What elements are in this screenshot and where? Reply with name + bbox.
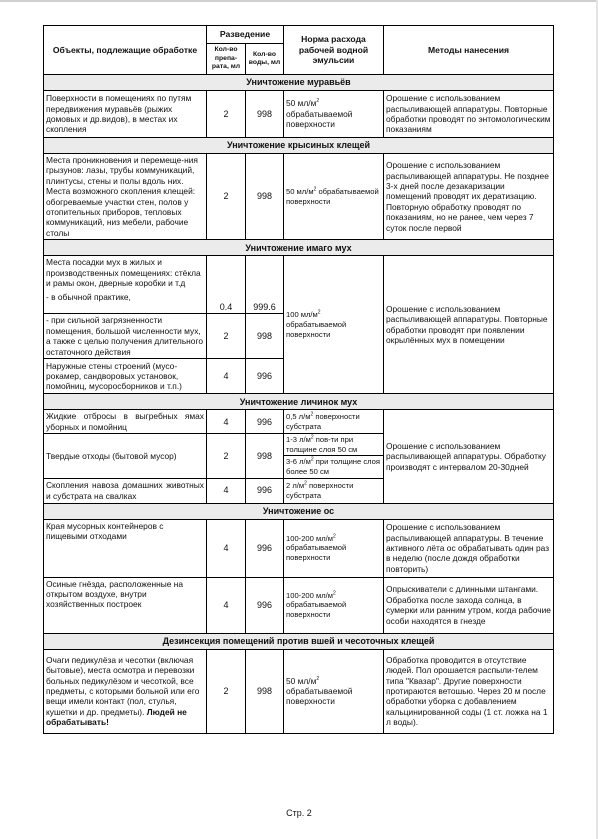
water-qty-cell: 998 bbox=[246, 154, 284, 240]
norm-sup: 2 bbox=[310, 456, 314, 463]
norm-cell bbox=[284, 256, 384, 394]
section-title: Уничтожение муравьёв bbox=[44, 75, 554, 91]
water-qty-cell: 996 bbox=[246, 359, 284, 394]
prep-qty-cell: 2 bbox=[207, 649, 246, 733]
section-title: Уничтожение имаго мух bbox=[44, 240, 554, 256]
norm-cell bbox=[284, 577, 384, 633]
norm-text: 0,5 л/м bbox=[286, 412, 311, 422]
norm-sup: 2 bbox=[316, 675, 320, 682]
section-ants bbox=[44, 75, 554, 91]
norm-text: 50 мл/м bbox=[286, 98, 317, 109]
norm-text: 100 мл/м bbox=[286, 310, 318, 320]
object-cell bbox=[44, 256, 207, 314]
prep-qty-cell: 2 bbox=[207, 434, 246, 478]
norm-text: обрабатываемой поверхности bbox=[286, 108, 353, 130]
section-flies bbox=[44, 240, 554, 256]
water-qty-cell: 999.6 bbox=[246, 256, 284, 314]
prep-qty-cell: 2 bbox=[207, 91, 246, 138]
prep-qty-cell: 2 bbox=[207, 154, 246, 240]
object-text: - в обычной практике, bbox=[46, 292, 131, 303]
page-top-edge bbox=[0, 0, 598, 2]
norm-text: поверхности субстрата bbox=[286, 481, 354, 500]
section-title: Дезинсекция помещений против вшей и чесоточных клещей bbox=[44, 633, 554, 649]
section-wasps bbox=[44, 503, 554, 519]
object-cell: Наружные стены строений (мусо-рокамер, сандворовых установок, помойниц, мусоросборников и т.п.) bbox=[44, 359, 207, 394]
norm-cell bbox=[284, 478, 384, 503]
object-cell bbox=[44, 649, 207, 733]
header-methods: Методы нанесения bbox=[384, 26, 554, 75]
header-water-qty: Кол-во воды, мл bbox=[246, 44, 284, 75]
norm-sup: 2 bbox=[316, 98, 320, 105]
norm-text: 1-3 л/м bbox=[286, 435, 311, 445]
table-row bbox=[44, 519, 554, 577]
table-row bbox=[44, 577, 554, 633]
water-qty-cell: 996 bbox=[246, 519, 284, 577]
norm-text: 50 мл/м bbox=[286, 187, 314, 197]
norm-sup: 2 bbox=[317, 309, 321, 316]
norm-cell bbox=[284, 519, 384, 577]
water-qty-cell: 996 bbox=[246, 410, 284, 434]
prep-qty-cell: 2 bbox=[207, 314, 246, 359]
header-norm: Норма расхода рабочей водной эмульсии bbox=[284, 26, 384, 75]
norm-sup: 2 bbox=[313, 186, 317, 193]
disinsection-table bbox=[43, 25, 554, 734]
method-cell: Орошение с использованием распыливающей аппаратуры. Повторные обработки проводят при появлении окрылённых мух в помещении bbox=[384, 256, 554, 394]
object-text: Места посадки мух в жилых и производственных помещениях: стёкла и рамы окон, дверные коробки и т.д bbox=[46, 257, 201, 289]
water-qty-cell: 998 bbox=[246, 314, 284, 359]
water-qty-cell: 998 bbox=[246, 649, 284, 733]
norm-text: обрабатываемой поверхности bbox=[286, 685, 353, 707]
norm-cell bbox=[284, 154, 384, 240]
norm-text: при толщине слоя более 50 см bbox=[286, 457, 380, 477]
header-objects: Объекты, подлежащие обработке bbox=[44, 26, 207, 75]
norm-text: обрабатываемой поверхности bbox=[286, 600, 347, 619]
table-row bbox=[44, 91, 554, 138]
method-cell: Обработка проводится в отсутствие людей. Пол орошается распыли-телем типа "Квазар". Другие поверхности протираются ветошью. Через 20 м после обработки уборка с добавлением кальцинированной соды (1 ст. ложка на 1 л воды). bbox=[384, 649, 554, 733]
norm-text: 100-200 мл/м bbox=[286, 590, 333, 600]
norm-text: поверхности субстрата bbox=[286, 412, 360, 431]
prep-qty-cell: 0.4 bbox=[207, 256, 246, 314]
section-ticks bbox=[44, 138, 554, 154]
section-title: Уничтожение личинок мух bbox=[44, 394, 554, 410]
water-qty-cell: 996 bbox=[246, 478, 284, 503]
norm-text: обрабатываемой поверхности bbox=[286, 543, 347, 562]
method-cell: Орошение с использованием распыливающей аппаратуры. Не позднее 3-х дней после дезакаризации помещений проводят их дератизацию. Повторную обработку проводят по показаниям, но не ранее, чем через 7 суток после первой bbox=[384, 154, 554, 240]
table-row bbox=[44, 410, 554, 434]
norm-cell bbox=[284, 434, 384, 456]
norm-text: пов-ти при толщине слоя 50 см bbox=[286, 435, 358, 454]
warning-text: Людей не обрабатывать! bbox=[46, 706, 187, 728]
norm-text: обрабатываемой поверхности bbox=[286, 319, 347, 339]
object-cell: - при сильной загрязненности помещения, большой численности мух, а также с целью получения длительного остаточного действия bbox=[44, 314, 207, 359]
object-cell: Осиные гнёзда, расположенные на открытом воздухе, внутри хозяйственных построек bbox=[44, 577, 207, 633]
norm-sup: 2 bbox=[304, 480, 307, 487]
section-title: Уничтожение крысиных клещей bbox=[44, 138, 554, 154]
section-lice bbox=[44, 633, 554, 649]
object-cell: Поверхности в помещениях по путям передвижения муравьёв (рыжих домовых и др.видов), в местах их скопления bbox=[44, 91, 207, 138]
header-prep-qty: Кол-во препа-рата, мл bbox=[207, 44, 246, 75]
norm-cell bbox=[284, 91, 384, 138]
header-dilution: Разведение bbox=[207, 26, 284, 44]
table-row bbox=[44, 256, 554, 314]
section-title: Уничтожение ос bbox=[44, 503, 554, 519]
norm-cell bbox=[284, 456, 384, 478]
prep-qty-cell: 4 bbox=[207, 519, 246, 577]
object-cell: Места проникновения и перемеще-ния грызунов: лазы, трубы коммуникаций, плинтусы, стены и полы вдоль них. Места возможного скопления клещей: обогреваемые участки стен, полов у отопительных приборов, тепловых коммуникаций, низ мебели, рабочие столы bbox=[44, 154, 207, 240]
norm-text: 50 мл/м bbox=[286, 675, 317, 686]
water-qty-cell: 996 bbox=[246, 577, 284, 633]
table-row bbox=[44, 649, 554, 733]
object-cell: Края мусорных контейнеров с пищевыми отходами bbox=[44, 519, 207, 577]
prep-qty-cell: 4 bbox=[207, 478, 246, 503]
water-qty-cell: 998 bbox=[246, 91, 284, 138]
norm-sup: 2 bbox=[332, 590, 336, 597]
norm-cell bbox=[284, 649, 384, 733]
method-cell: Орошение с использованием распыливающей аппаратуры. Обработку производят с интервалом 20-30дней bbox=[384, 410, 554, 503]
method-cell: Орошение с использованием распыливающей аппаратуры. В течение активного лёта ос обрабатывать один раз в неделю (после дождя обработки повторить) bbox=[384, 519, 554, 577]
object-cell: Твердые отходы (бытовой мусор) bbox=[44, 434, 207, 478]
norm-sup: 2 bbox=[310, 434, 314, 441]
norm-text: 2 л/м bbox=[286, 481, 305, 491]
prep-qty-cell: 4 bbox=[207, 410, 246, 434]
object-cell: Жидкие отбросы в выгребных ямах уборных и помойниц bbox=[44, 410, 207, 434]
norm-cell bbox=[284, 410, 384, 434]
method-cell: Орошение с использованием распыливающей аппаратуры. Повторные обработки проводят по энтомологическим показаниям bbox=[384, 91, 554, 138]
page-number: Стр. 2 bbox=[286, 808, 312, 818]
norm-text: 3-6 л/м bbox=[286, 457, 311, 467]
object-cell: Скопления навоза домашних животных и субстрата на свалках bbox=[44, 478, 207, 503]
prep-qty-cell: 4 bbox=[207, 359, 246, 394]
norm-sup: 2 bbox=[310, 411, 314, 418]
section-larvae bbox=[44, 394, 554, 410]
norm-sup: 2 bbox=[332, 533, 336, 540]
norm-text: 100-200 мл/м bbox=[286, 533, 333, 543]
object-text: Очаги педикулёза и чесотки (включая бытовые), места осмотра и перевозки больных педикулёзом и чесоткой, все предметы, с которыми больной или его вещи имели контакт (пол, стулья, кушетки и др. предметы). bbox=[46, 654, 200, 717]
water-qty-cell: 998 bbox=[246, 434, 284, 478]
prep-qty-cell: 4 bbox=[207, 577, 246, 633]
table-row bbox=[44, 154, 554, 240]
norm-text: обрабатываемой поверхности bbox=[286, 187, 379, 206]
method-cell: Опрыскиватели с длинными штангами. Обработка после захода солнца, в сумерки или ранним утром, когда рабочие особи находятся в гнезде bbox=[384, 577, 554, 633]
